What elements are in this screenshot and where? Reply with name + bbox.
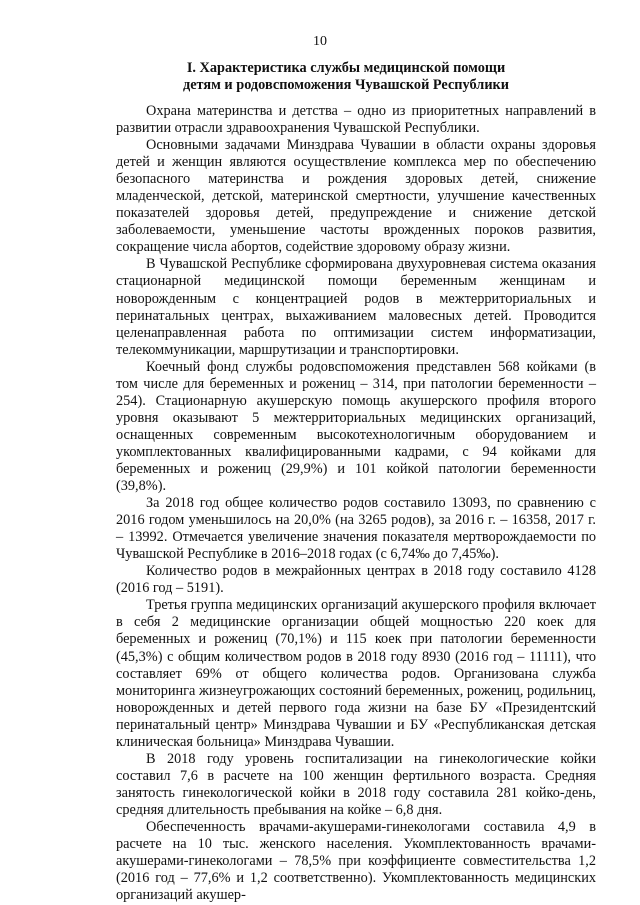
paragraph-6: Количество родов в межрайонных центрах в 2018 году составило 4128 (2016 год – 5191). [116,563,596,597]
paragraph-3: В Чувашской Республике сформирована двухуровневая система оказания стационарной медицинской помощи беременным женщинам и новорожденным с концентрацией родов в межтерриториальных и перинатальных центрах, выхаживанием маловесных детей. Проводится целенаправленная работа по оптимизации систем информатизации, телекоммуникации, маршрутизации и транспортировки. [116,256,596,358]
body-text [116,103,596,904]
paragraph-9: Обеспеченность врачами-акушерами-гинекологами составила 4,9 в расчете на 10 тыс. женского населения. Укомплектованность врачами-акушерами-гинекологами – 78,5% при коэффициенте совместительства 1,2 (2016 год – 77,6% и 1,2 соответственно). Укомплектованность медицинских организаций акушер- [116,818,596,904]
paragraph-2: Основными задачами Минздрава Чувашии в области охраны здоровья детей и женщин являются осуществление комплекса мер по обеспечению безопасного материнства и рождения здоровых детей, снижение младенческой, детской, материнской смертности, улучшение качественных показателей здоровья детей, предупреждение и снижение детской заболеваемости, уменьшение частоты врожденных пороков развития, сокращение числа абортов, содействие здоровому образу жизни. [116,137,596,256]
paragraph-7: Третья группа медицинских организаций акушерского профиля включает в себя 2 медицинские организации общей мощностью 220 коек для беременных и рожениц (70,1%) и 115 коек при патологии беременности (45,3%) с общим количеством родов в 2018 году 8930 (2016 год – 11111), что составляет 69% от общего количества родов. Организована служба мониторинга жизнеугрожающих состояний беременных, рожениц, родильниц, новорожденных и детей первого года жизни на базе БУ «Президентский перинатальный центр» Минздрава Чувашии и БУ «Республиканская детская клиническая больница» Минздрава Чувашии. [116,597,596,750]
paragraph-4: Коечный фонд службы родовспоможения представлен 568 койками (в том числе для беременных и рожениц – 314, при патологии беременности – 254). Стационарную акушерскую помощь акушерского профиля второго уровня оказывают 5 межтерриториальных медицинских организаций, оснащенных современным высокотехнологичным оборудованием и укомплектованных квалифицированными кадрами, с 94 койками для беременных и рожениц (29,9%) и 101 койкой патологии беременности (39,8%). [116,358,596,495]
paragraph-8: В 2018 году уровень госпитализации на гинекологические койки составил 7,6 в расчете на 100 женщин фертильного возраста. Средняя занятость гинекологической койки в 2018 году составила 281 койко-день, средняя длительность пребывания на койке – 6,8 дня. [116,750,596,818]
paragraph-1: Охрана материнства и детства – одно из приоритетных направлений в развитии отрасли здравоохранения Чувашской Республики. [116,103,596,137]
section-heading-line-2: детям и родовспоможения Чувашской Республики [182,77,510,93]
paragraph-5: За 2018 год общее количество родов составило 13093, по сравнению с 2016 годом уменьшилось на 20,0% (на 3265 родов), за 2016 г. – 16358, 2017 г. – 13992. Отмечается увеличение значения показателя мертворождаемости по Чувашской Республике в 2016–2018 годах (с 6,74‰ до 7,45‰). [116,495,596,563]
section-heading [116,60,576,94]
page-number: 10 [313,34,327,49]
section-heading-line-1: I. Характеристика службы медицинской помощи [186,60,506,76]
